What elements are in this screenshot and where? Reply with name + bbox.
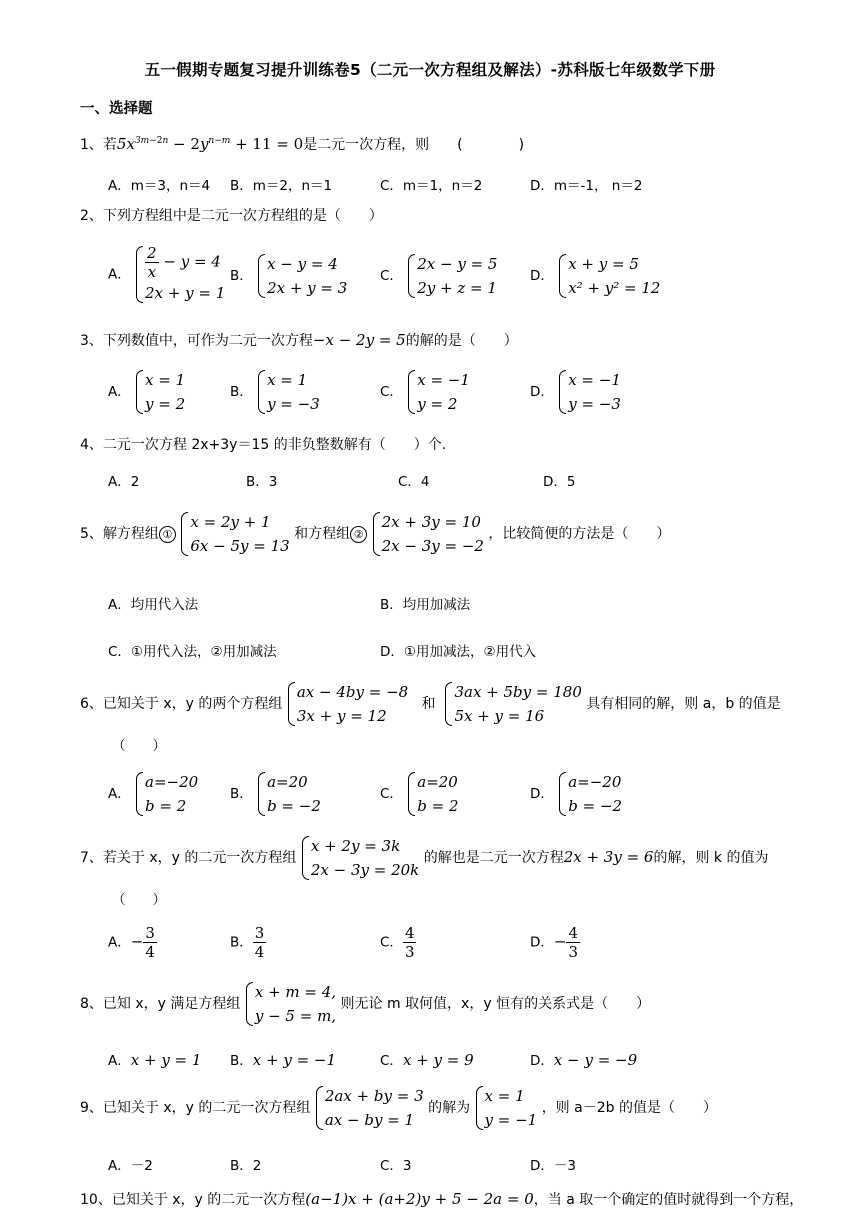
q7-c-den: 3 (404, 943, 415, 961)
question-8 (80, 980, 650, 1028)
q2-b-label: B． (230, 268, 253, 284)
q8-a-eq: x + y = 1 (130, 1051, 202, 1069)
question-5 (80, 510, 670, 558)
q10-prefix: 10、已知关于 x，y 的二元一次方程 (80, 1192, 306, 1208)
q6-c-system (407, 770, 458, 818)
q10-suffix: ，当 a 取一个确定的值时就得到一个方程， (533, 1192, 804, 1208)
q5-option-c[interactable]: C．①用代入法，②用加减法 (108, 644, 277, 660)
q7-b-den: 4 (254, 943, 265, 961)
q2-b-row2: 2x + y = 3 (267, 279, 348, 297)
q2-option-d[interactable] (530, 252, 660, 300)
question-3 (80, 330, 518, 350)
q3-b-row2: y = −3 (267, 395, 320, 413)
q7-d-sign: − (553, 932, 567, 951)
q2-c-label: C． (380, 268, 403, 284)
q8-d-eq: x − y = −9 (553, 1051, 638, 1069)
q7-a-num: 3 (145, 924, 155, 942)
q8-c-eq: x + y = 9 (402, 1051, 474, 1069)
q7-d-num: 4 (568, 924, 579, 942)
q5-suffix: ，比较简便的方法是（ ） (488, 526, 671, 542)
q1-suffix: 是二元一次方程，则 ( ) (303, 137, 525, 153)
q2-d-label: D． (530, 268, 554, 284)
q8-suffix: 则无论 m 取何值，x，y 恒有的关系式是（ ） (340, 996, 651, 1012)
q5-option-b[interactable]: B．均用加减法 (380, 597, 471, 613)
q8-option-b[interactable] (230, 1049, 336, 1069)
q6-c-row1: a=20 (417, 773, 458, 791)
q6-a-label: A． (108, 786, 131, 802)
q3-d-row1: x = −1 (568, 371, 621, 389)
question-7 (80, 834, 769, 882)
q6-a-row1: a=−20 (145, 773, 199, 791)
q6-s2-row1: 3ax + 5by = 180 (454, 683, 582, 701)
q3-a-label: A． (108, 384, 131, 400)
q3-option-d[interactable] (530, 368, 621, 416)
q1-equation: $5x^{3m-2n} - 2y^{n-m} + 11 = 0$ (116, 135, 304, 153)
q6-b-system (257, 770, 321, 818)
q9-s2-row1: x = 1 (484, 1087, 525, 1105)
q6-suffix: 具有相同的解，则 a，b 的值是 (586, 696, 781, 712)
q3-d-system (558, 368, 621, 416)
q8-prefix: 8、已知 x，y 满足方程组 (80, 996, 241, 1012)
q6-system-1 (287, 680, 408, 728)
q7-c-label: C． (380, 934, 403, 951)
q1-option-a[interactable]: A．m＝3，n＝4 (108, 178, 211, 194)
question-1 (80, 134, 524, 154)
question-10 (80, 1189, 803, 1209)
q1-option-b[interactable]: B．m＝2，n＝1 (230, 178, 333, 194)
q8-d-label: D． (530, 1053, 554, 1069)
question-9 (80, 1084, 717, 1132)
q9-option-a[interactable]: A．－2 (108, 1158, 153, 1174)
q7-b-fraction (253, 924, 267, 961)
q2-option-b[interactable] (230, 252, 347, 300)
q8-s-row2: y − 5 = m, (254, 1007, 337, 1025)
q8-option-d[interactable] (530, 1049, 637, 1069)
q6-b-row2: b = −2 (267, 797, 321, 815)
q6-d-row1: a=−20 (568, 773, 622, 791)
q10-equation: (a−1)x + (a+2)y + 5 − 2a = 0 (305, 1190, 534, 1208)
q9-system-2 (475, 1084, 538, 1132)
q6-s1-row2: 3x + y = 12 (296, 707, 387, 725)
q6-a-system (135, 770, 198, 818)
q3-option-c[interactable] (380, 368, 470, 416)
question-4: 4、二元一次方程 2x+3y＝15 的非负整数解有（ ）个. (80, 437, 447, 453)
q2-b-row1: x − y = 4 (267, 255, 338, 273)
q2-option-c[interactable] (380, 252, 497, 300)
q2-c-row2: 2y + z = 1 (417, 279, 497, 297)
q3-b-row1: x = 1 (267, 371, 308, 389)
q8-option-c[interactable] (380, 1049, 474, 1069)
q7-option-a[interactable] (108, 924, 157, 961)
q2-d-system (558, 252, 660, 300)
q3-b-system (257, 368, 320, 416)
section-heading: 一、选择题 (80, 101, 153, 117)
q3-c-row2: y = 2 (417, 395, 458, 413)
q6-d-row2: b = −2 (568, 797, 623, 815)
q9-s1-row2: ax − by = 1 (324, 1111, 415, 1129)
q6-option-d[interactable] (530, 770, 622, 818)
q8-s-row1: x + m = 4, (254, 983, 337, 1001)
q6-system-2 (444, 680, 581, 728)
q9-mid: 的解为 (428, 1100, 471, 1116)
q7-a-fraction (143, 924, 157, 961)
q9-s1-row1: 2ax + by = 3 (324, 1087, 424, 1105)
q1-option-d[interactable]: D．m＝-1， n＝2 (530, 178, 643, 194)
q7-suffix: 的解，则 k 的值为 (653, 850, 769, 866)
q1-option-c[interactable]: C．m＝1，n＝2 (380, 178, 483, 194)
q3-c-system (407, 368, 470, 416)
q9-option-d[interactable]: D．－3 (530, 1158, 576, 1174)
q6-d-system (558, 770, 622, 818)
q8-b-label: B． (230, 1053, 253, 1069)
q9-prefix: 9、已知关于 x，y 的二元一次方程组 (80, 1100, 311, 1116)
q2-b-system (257, 252, 347, 300)
q3-prefix: 3、下列数值中，可作为二元一次方程 (80, 333, 313, 349)
q1-prefix: 1、若 (80, 137, 117, 153)
q6-b-row1: a=20 (267, 773, 308, 791)
q9-s2-row2: y = −1 (484, 1111, 538, 1129)
q6-paren: （ ） (112, 738, 166, 754)
q5-prefix: 5、解方程组 (80, 526, 159, 542)
q5-s2-row2: 2x − 3y = −2 (381, 537, 484, 555)
q5-s1-row1: x = 2y + 1 (190, 513, 271, 531)
q5-s2-row1: 2x + 3y = 10 (381, 513, 481, 531)
q2-a-system: $\frac{2}{x}$ − y = 4 2x + y = 1 (135, 244, 225, 305)
question-6 (80, 680, 781, 728)
q7-s-row1: x + 2y = 3k (310, 837, 401, 855)
q3-a-system (135, 368, 185, 416)
q7-option-c[interactable] (380, 924, 416, 961)
q3-b-label: B． (230, 384, 253, 400)
q7-c-num: 4 (404, 924, 415, 942)
q7-b-num: 3 (254, 924, 265, 942)
q3-d-label: D． (530, 384, 554, 400)
q7-d-label: D． (530, 934, 554, 951)
q3-equation: −x − 2y = 5 (312, 331, 406, 349)
q4-option-a[interactable]: A．2 (108, 474, 140, 490)
q7-b-label: B． (230, 934, 253, 951)
q3-d-row2: y = −3 (568, 395, 621, 413)
q7-system (301, 834, 419, 882)
q7-s-row2: 2x − 3y = 20k (310, 861, 420, 879)
q4-option-d[interactable]: D．5 (543, 474, 576, 490)
q3-option-a[interactable] (108, 368, 185, 416)
q6-mid: 和 (421, 696, 436, 712)
q3-a-row1: x = 1 (145, 371, 186, 389)
q6-s1-row1: ax − 4by = −8 (296, 683, 409, 701)
circled-two: ② (350, 526, 367, 543)
q7-a-label: A． (108, 934, 131, 951)
q5-mid: 和方程组 (294, 526, 351, 542)
q8-b-eq: x + y = −1 (252, 1051, 337, 1069)
q2-d-row2: x² + y² = 12 (568, 279, 661, 297)
circled-one: ① (159, 526, 176, 543)
q3-a-row2: y = 2 (145, 395, 186, 413)
q9-option-b[interactable]: B．2 (230, 1158, 262, 1174)
q7-mid: 的解也是二元一次方程 (423, 850, 564, 866)
q7-paren: （ ） (112, 892, 166, 908)
q8-a-label: A． (108, 1053, 131, 1069)
q5-option-a[interactable]: A．均用代入法 (108, 597, 199, 613)
q5-system-1 (180, 510, 289, 558)
q9-option-c[interactable]: C．3 (380, 1158, 412, 1174)
q6-b-label: B． (230, 786, 253, 802)
q2-c-row1: 2x − y = 5 (417, 255, 498, 273)
q6-s2-row2: 5x + y = 16 (454, 707, 545, 725)
q8-c-label: C． (380, 1053, 403, 1069)
q2-option-a[interactable] (108, 244, 225, 305)
q7-a-den: 4 (145, 943, 155, 961)
q6-a-row2: b = 2 (145, 797, 187, 815)
q3-suffix: 的解的是（ ） (405, 333, 518, 349)
q5-s1-row2: 6x − 5y = 13 (190, 537, 290, 555)
q6-c-label: C． (380, 786, 403, 802)
q7-d-den: 3 (568, 943, 579, 961)
q7-option-d[interactable] (530, 924, 580, 961)
q9-system-1 (315, 1084, 424, 1132)
q6-option-b[interactable] (230, 770, 321, 818)
q3-c-label: C． (380, 384, 403, 400)
q2-a-label: A． (108, 266, 131, 283)
q6-option-a[interactable] (108, 770, 198, 818)
q6-c-row2: b = 2 (417, 797, 459, 815)
q7-equation: 2x + 3y = 6 (563, 848, 654, 866)
q9-suffix: ，则 a－2b 的值是（ ） (541, 1100, 717, 1116)
q3-option-b[interactable] (230, 368, 320, 416)
q7-c-fraction (403, 924, 417, 961)
q6-prefix: 6、已知关于 x，y 的两个方程组 (80, 696, 283, 712)
q6-option-c[interactable] (380, 770, 458, 818)
q7-a-sign: − (130, 932, 144, 951)
q5-option-d[interactable]: D．①用加减法，②用代入 (380, 644, 537, 660)
q8-option-a[interactable] (108, 1049, 201, 1069)
q4-option-c[interactable]: C．4 (398, 474, 430, 490)
q8-system (245, 980, 336, 1028)
q2-c-system (407, 252, 497, 300)
q7-prefix: 7、若关于 x，y 的二元一次方程组 (80, 850, 297, 866)
q6-d-label: D． (530, 786, 554, 802)
question-2: 2、下列方程组中是二元一次方程组的是（ ） (80, 208, 383, 224)
document-title: 五一假期专题复习提升训练卷5（二元一次方程组及解法）-苏科版七年级数学下册 (144, 61, 716, 79)
q5-system-2 (372, 510, 484, 558)
q3-c-row1: x = −1 (417, 371, 470, 389)
q2-d-row1: x + y = 5 (568, 255, 639, 273)
q4-option-b[interactable]: B．3 (246, 474, 278, 490)
q7-option-b[interactable] (230, 924, 266, 961)
q7-d-fraction (566, 924, 580, 961)
